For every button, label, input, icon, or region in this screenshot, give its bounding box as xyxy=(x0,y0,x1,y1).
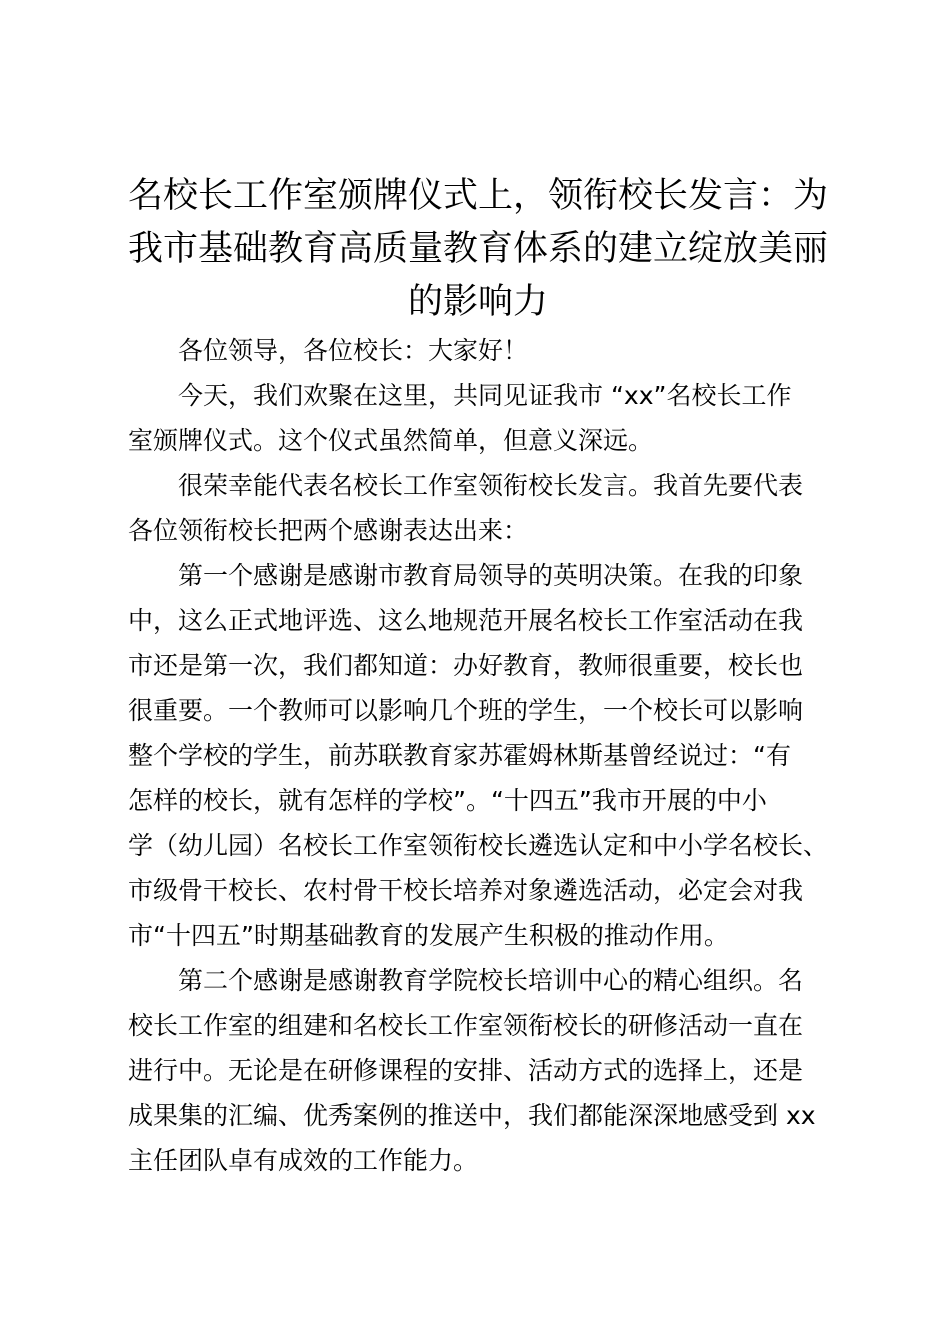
body-line: 主任团队卓有成效的工作能力。 xyxy=(128,1146,479,1175)
body-line: 各位领衔校长把两个感谢表达出来： xyxy=(128,516,529,545)
body-line: 市还是第一次，我们都知道：办好教育，教师很重要，校长也 xyxy=(128,651,804,680)
body-line: 很荣幸能代表名校长工作室领衔校长发言。我首先要代表 xyxy=(178,471,804,500)
body-line: 中，这么正式地评选、这么地规范开展名校长工作室活动在我 xyxy=(128,606,804,635)
document-body xyxy=(128,328,840,1183)
body-line: 校长工作室的组建和名校长工作室领衔校长的研修活动一直在 xyxy=(128,1011,804,1040)
body-line: 学（幼儿园）名校长工作室领衔校长遴选认定和中小学名校长、 xyxy=(128,831,829,860)
body-line: 第一个感谢是感谢市教育局领导的英明决策。在我的印象 xyxy=(178,561,804,590)
body-line: 各位领导，各位校长：大家好！ xyxy=(178,336,529,365)
body-line: 很重要。一个教师可以影响几个班的学生，一个校长可以影响 xyxy=(128,696,804,725)
document-title xyxy=(122,170,834,329)
body-line: 整个学校的学生，前苏联教育家苏霍姆林斯基曾经说过：“有 xyxy=(128,741,791,770)
body-line: 今天，我们欢聚在这里，共同见证我市 “xx”名校长工作 xyxy=(178,381,792,410)
title-line: 名校长工作室颁牌仪式上，领衔校长发言：为 xyxy=(127,176,828,216)
title-line: 我市基础教育高质量教育体系的建立绽放美丽 xyxy=(127,229,828,269)
body-line: 市级骨干校长、农村骨干校长培养对象遴选活动，必定会对我 xyxy=(128,876,804,905)
body-line: 成果集的汇编、优秀案例的推送中，我们都能深深地感受到 xx xyxy=(128,1101,816,1130)
body-line: 市“十四五”时期基础教育的发展产生积极的推动作用。 xyxy=(128,921,729,950)
body-line: 第二个感谢是感谢教育学院校长培训中心的精心组织。名 xyxy=(178,966,804,995)
title-line: 的影响力 xyxy=(407,282,548,322)
body-line: 进行中。无论是在研修课程的安排、活动方式的选择上，还是 xyxy=(128,1056,804,1085)
body-line: 室颁牌仪式。这个仪式虽然简单，但意义深远。 xyxy=(128,426,654,455)
body-line: 怎样的校长，就有怎样的学校”。“十四五”我市开展的中小 xyxy=(128,786,767,815)
